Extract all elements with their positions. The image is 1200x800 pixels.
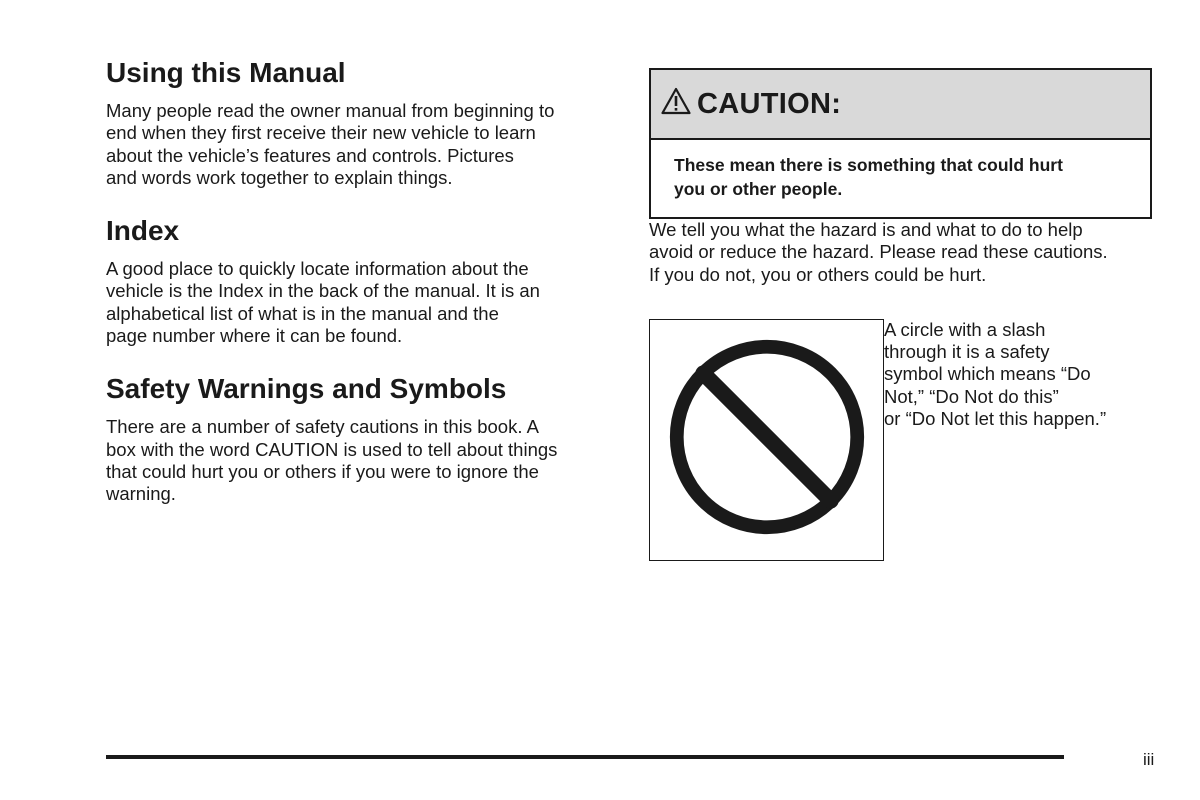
- caution-box: [649, 68, 1152, 219]
- caution-header: [651, 70, 1150, 140]
- section-safety-warnings: [106, 372, 616, 505]
- page-number: iii: [1143, 750, 1155, 769]
- left-column: [106, 56, 616, 506]
- caution-title: CAUTION:: [697, 87, 842, 120]
- paragraph-hazard-explanation: We tell you what the hazard is and what to do to help avoid or reduce the hazard. Please read these cautions. If you do not, you or others could be hurt.: [649, 219, 1108, 285]
- footer-rule: [106, 755, 1064, 759]
- paragraph-index: A good place to quickly locate information about the vehicle is the Index in the back of the manual. It is an alphabetical list of what is in the manual and the page number where it can be found.: [106, 258, 540, 347]
- warning-triangle-icon: [661, 89, 697, 120]
- heading-index: Index: [106, 215, 180, 247]
- heading-safety-warnings: Safety Warnings and Symbols: [106, 373, 507, 405]
- paragraph-safety-warnings: There are a number of safety cautions in this book. A box with the word CAUTION is used to tell about things that could hurt you or others if you were to ignore the warning.: [106, 416, 558, 505]
- symbol-description: A circle with a slash through it is a safety symbol which means “Do Not,” “Do Not do this” or “Do Not let this happen.”: [884, 318, 1107, 430]
- paragraph-using-this-manual: Many people read the owner manual from beginning to end when they first receive their new vehicle to learn about the vehicle’s features and controls. Pictures and words work together to explain things.: [106, 100, 555, 188]
- right-column: [649, 68, 1159, 561]
- heading-using-this-manual: Using this Manual: [106, 57, 346, 88]
- do-not-symbol-box: [649, 319, 884, 561]
- do-not-circle-slash-icon: [664, 334, 870, 545]
- section-using-this-manual: [106, 56, 616, 189]
- symbol-row: [649, 319, 1159, 561]
- caution-text: These mean there is something that could hurt you or other people.: [674, 155, 1063, 199]
- section-index: [106, 214, 616, 347]
